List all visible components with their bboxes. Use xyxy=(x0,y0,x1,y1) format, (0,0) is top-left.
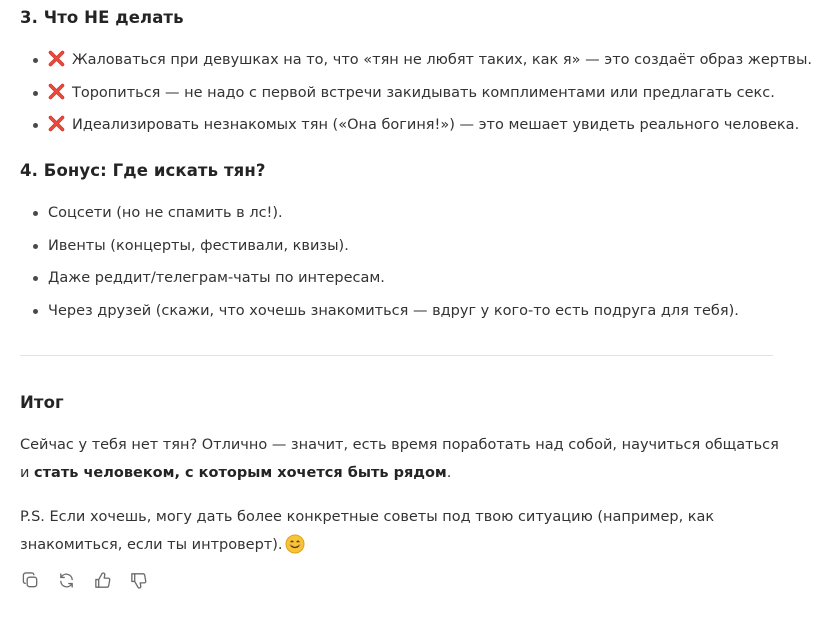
refresh-icon xyxy=(57,571,76,590)
like-button[interactable] xyxy=(92,570,112,590)
list-item xyxy=(20,83,810,116)
summary-heading: Итог xyxy=(20,393,64,412)
list-item xyxy=(20,115,810,148)
where-to-look-list xyxy=(20,203,810,334)
message-actions xyxy=(20,570,148,590)
smiling-face-emoji xyxy=(285,534,305,564)
ps-text: P.S. Если хочешь, могу дать более конкретные советы под твою ситуацию (например, как знакомиться, если ты интроверт). xyxy=(20,509,715,553)
list-item: Через друзей (скажи, что хочешь знакомиться — вдруг у кого-то есть подруга для тебя). xyxy=(20,301,810,334)
summary-paragraph xyxy=(20,431,780,487)
list-item: Даже реддит/телеграм-чаты по интересам. xyxy=(20,268,810,301)
list-item-text: Торопиться — не надо с первой встречи закидывать комплиментами или предлагать секс. xyxy=(72,84,775,101)
section-heading-what-not-to-do: 3. Что НЕ делать xyxy=(20,8,184,27)
regenerate-button[interactable] xyxy=(56,570,76,590)
dont-list xyxy=(20,50,813,148)
cross-mark-icon xyxy=(48,50,65,67)
summary-period: . xyxy=(446,465,452,481)
summary-text: Сейчас у тебя нет тян? Отлично — значит, есть время поработать над собой, научиться общаться и xyxy=(20,437,779,481)
list-item: Соцсети (но не спамить в лс!). xyxy=(20,203,810,236)
cross-mark-icon xyxy=(48,115,65,132)
section-divider xyxy=(20,355,773,356)
list-item xyxy=(20,50,813,83)
section-heading-bonus: 4. Бонус: Где искать тян? xyxy=(20,161,266,180)
dislike-button[interactable] xyxy=(128,570,148,590)
list-item-text: Жаловаться при девушках на то, что «тян не любят таких, как я» — это создаёт образ жертвы. xyxy=(72,52,813,68)
thumbs-down-icon xyxy=(129,571,148,590)
copy-icon xyxy=(21,571,40,590)
summary-bold-text: стать человеком, с которым хочется быть рядом xyxy=(34,465,447,481)
cross-mark-icon xyxy=(48,83,65,100)
thumbs-up-icon xyxy=(93,571,112,590)
list-item-text: Идеализировать незнакомых тян («Она богиня!») — это мешает увидеть реального человека. xyxy=(72,117,800,134)
ps-paragraph xyxy=(20,503,780,564)
list-item: Ивенты (концерты, фестивали, квизы). xyxy=(20,236,810,269)
copy-button[interactable] xyxy=(20,570,40,590)
